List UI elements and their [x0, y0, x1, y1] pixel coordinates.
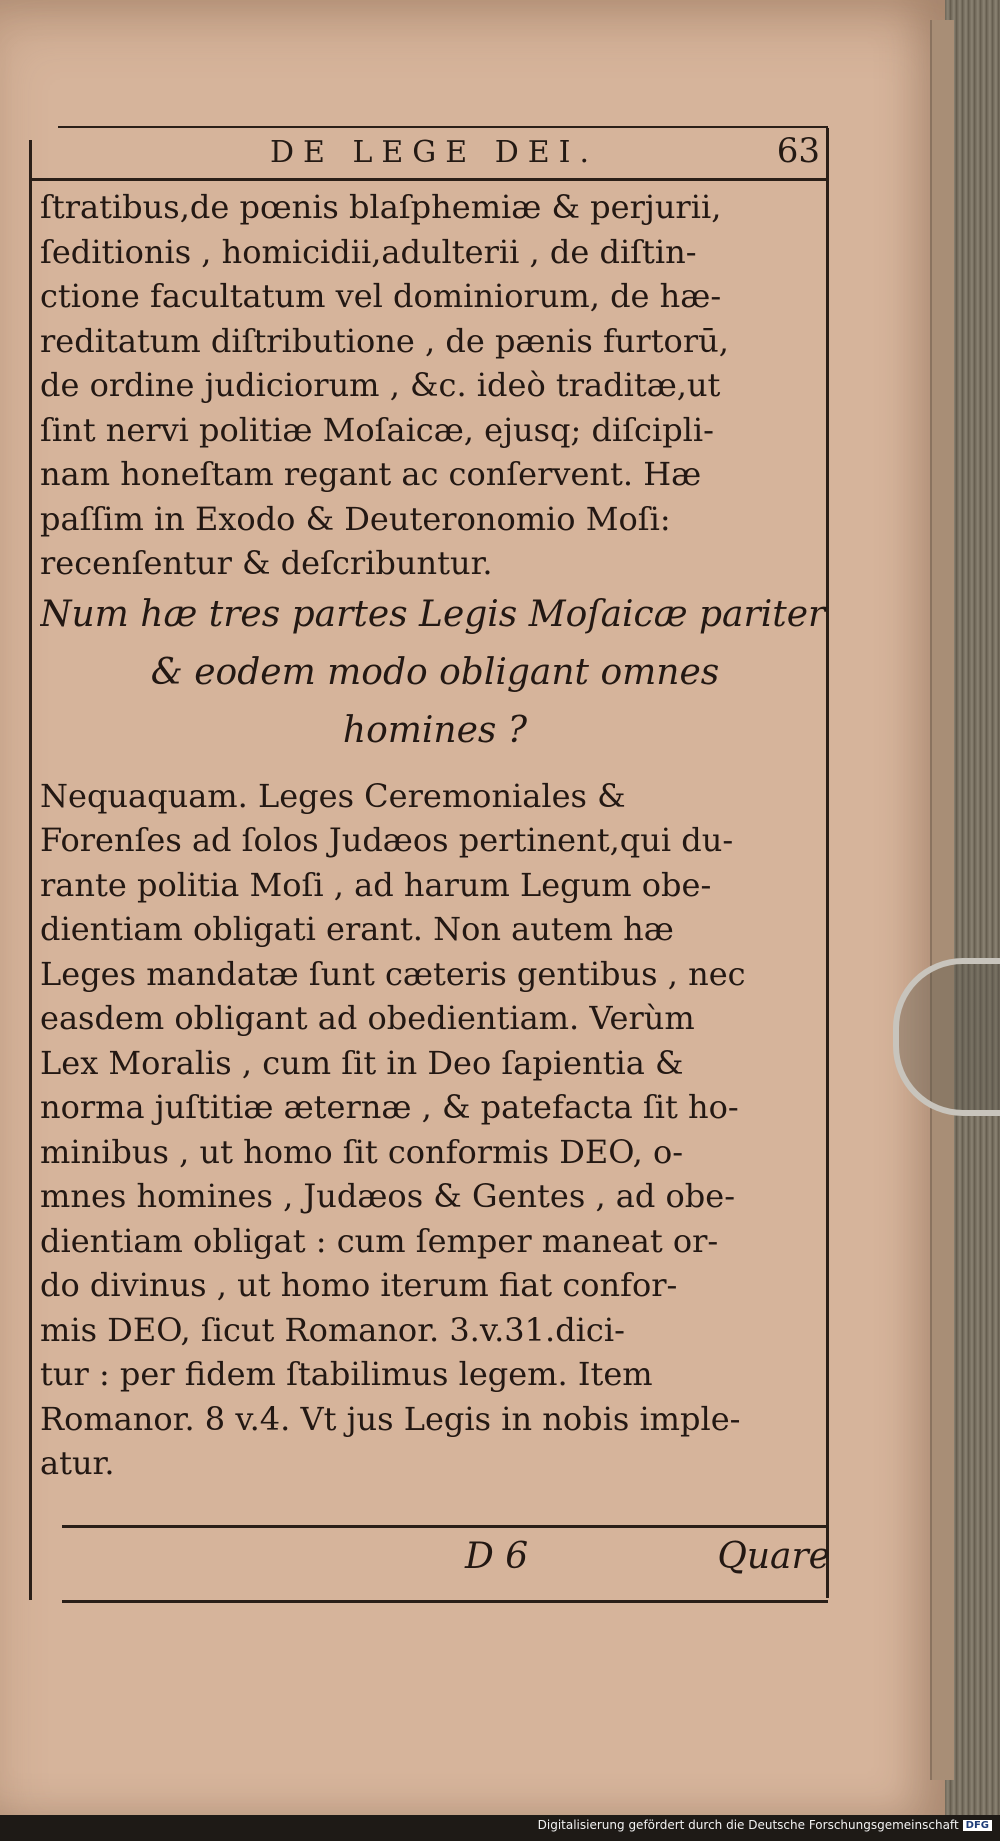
- text-line: norma juſtitiæ æternæ , & patefacta ſit ho-: [40, 1088, 739, 1126]
- page-footer: [40, 1532, 830, 1592]
- question-heading-line: homines ?: [342, 709, 528, 751]
- dfg-logo-icon: DFG: [963, 1820, 992, 1831]
- text-line: Leges mandatæ ſunt cæteris gentibus , nec: [40, 954, 746, 993]
- text-line: dientiam obligati erant. Non autem hæ: [40, 910, 674, 948]
- text-line: rante politia Moſi , ad harum Legum obe-: [40, 865, 712, 904]
- header-rule: [29, 178, 829, 181]
- page-header: [40, 131, 830, 175]
- signature-mark: D 6: [465, 1536, 529, 1577]
- bottom-rule: [62, 1600, 828, 1603]
- text-line: ſeditionis , homicidii,adulterii , de diſtin-: [40, 232, 697, 271]
- text-line: ſint nervi politiæ Moſaicæ, ejusq; diſcipli-: [40, 410, 714, 449]
- text-line: Romanor. 8 v.4. Vt jus Legis in nobis imple-: [40, 1399, 741, 1438]
- text-line: recenſentur & deſcribuntur.: [40, 544, 493, 582]
- question-heading-line: Num hæ tres partes Legis Moſaicæ pariter: [40, 593, 826, 635]
- top-rule: [58, 126, 828, 128]
- credit-text: Digitalisierung gefördert durch die Deutsche Forschungsgemeinschaft: [537, 1818, 959, 1832]
- text-line: do divinus , ut homo iterum fiat confor-: [40, 1266, 678, 1304]
- text-line: ctione facultatum vel dominiorum, de hæ-: [40, 277, 722, 315]
- text-line: ſtratibus,de pœnis blaſphemiæ & perjurii,: [40, 188, 722, 226]
- digitization-credit: [538, 1818, 992, 1832]
- text-line: reditatum diſtributione , de pænis furtorū,: [40, 321, 729, 360]
- running-head: DE LEGE DEI.: [270, 135, 599, 170]
- text-line: atur.: [40, 1444, 115, 1482]
- text-line: Nequaquam. Leges Ceremoniales &: [40, 776, 626, 815]
- footer-rule: [62, 1525, 828, 1528]
- text-line: Forenſes ad ſolos Judæos pertinent,qui du-: [40, 821, 734, 859]
- left-frame-line: [29, 140, 32, 1600]
- body-text: [40, 185, 830, 1486]
- text-line: mnes homines , Judæos & Gentes , ad obe-: [40, 1177, 736, 1215]
- text-line: dientiam obligat : cum ſemper maneat or-: [40, 1221, 719, 1260]
- text-line: minibus , ut homo ſit conformis DEO, o-: [40, 1132, 684, 1171]
- text-line: de ordine judiciorum , &c. ideò traditæ,ut: [40, 366, 721, 404]
- text-line: Lex Moralis , cum ſit in Deo ſapientia &: [40, 1043, 684, 1082]
- text-line: tur : per fidem ſtabilimus legem. Item: [40, 1355, 653, 1393]
- text-line: easdem obligant ad obedientiam. Verùm: [40, 999, 695, 1037]
- text-line: mis DEO, ſicut Romanor. 3.v.31.dici-: [40, 1310, 625, 1349]
- text-line: nam honeſtam regant ac conſervent. Hæ: [40, 455, 702, 493]
- page-number: 63: [776, 131, 820, 171]
- catchword: Quare: [717, 1536, 830, 1577]
- page-edge-shadow: [930, 20, 954, 1780]
- question-heading-line: & eodem modo obligant omnes: [150, 651, 720, 693]
- text-line: paſſim in Exodo & Deuteronomio Moſi:: [40, 499, 671, 538]
